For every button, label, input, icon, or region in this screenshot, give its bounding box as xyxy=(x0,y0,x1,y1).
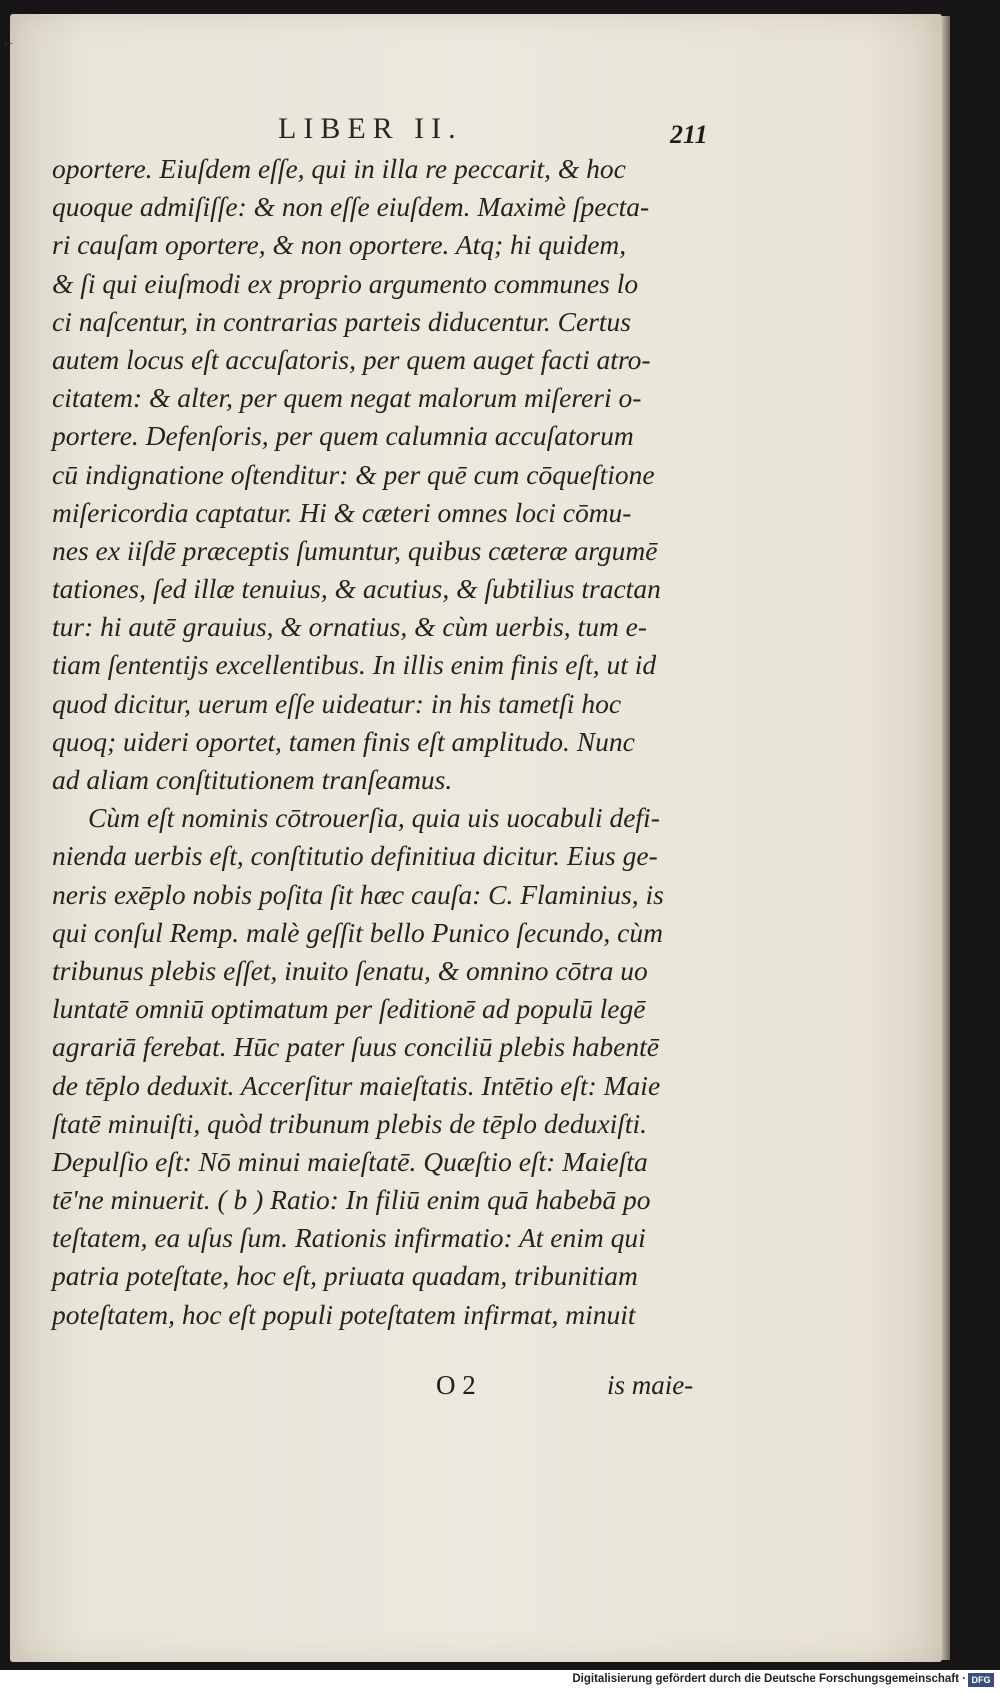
text-line: nienda uerbis eſt, conſtitutio definitiua dicitur. Eius ge- xyxy=(52,840,658,872)
folio-number: 211 xyxy=(670,120,708,149)
signature-mark: O 2 xyxy=(436,1370,476,1400)
text-line: quoque admiſiſſe: & non eſſe eiuſdem. Maximè ſpecta- xyxy=(52,191,650,223)
text-line: ſtatē minuiſti, quòd tribunum plebis de tēplo deduxiſti. xyxy=(52,1107,648,1139)
text-line: tur: hi autē grauius, & ornatius, & cùm uerbis, tum e- xyxy=(52,611,648,643)
text-line: cū indignatione oſtenditur: & per quē cum cōqueſtione xyxy=(52,458,655,490)
text-line: ci naſcentur, in contrarias parteis diducentur. Certus xyxy=(52,305,632,337)
text-line: quod dicitur, uerum eſſe uideatur: in his tametſi hoc xyxy=(52,687,622,719)
footer-credit: Digitalisierung gefördert durch die Deutsche Forschungsgemeinschaft · xyxy=(572,1673,966,1685)
text-line: neris exēplo nobis poſita ſit hæc cauſa: C. Flaminius, is xyxy=(52,878,664,910)
text-line: poteſtatem, hoc eſt populi poteſtatem infirmat, minuit xyxy=(52,1298,636,1330)
text-line: & ſi qui eiuſmodi ex proprio argumento communes lo xyxy=(52,267,639,299)
dfg-logo-icon: DFG xyxy=(968,1673,994,1687)
text-line: autem locus eſt accuſatoris, per quem auget facti atro- xyxy=(52,343,651,375)
text-line: tē'ne minuerit. ( b ) Ratio: In filiū enim quā habebā po xyxy=(52,1184,651,1216)
catchword: is maie- xyxy=(607,1370,694,1400)
text-line: nes ex iiſdē præceptis ſumuntur, quibus cæteræ argumē xyxy=(52,534,658,566)
text-line: miſericordia captatur. Hi & cæteri omnes loci cōmu- xyxy=(52,496,632,528)
text-line: ri cauſam oportere, & non oportere. Atq; hi quidem, xyxy=(52,229,627,261)
text-line: patria poteſtate, hoc eſt, priuata quadam, tribunitiam xyxy=(52,1260,638,1292)
gutter-mark: ⌐ xyxy=(4,36,14,53)
footer-bar xyxy=(0,1670,1000,1693)
body-text xyxy=(52,150,732,1334)
text-line: ad aliam conſtitutionem tranſeamus. xyxy=(52,764,453,795)
text-line: teſtatem, ea uſus ſum. Rationis infirmatio: At enim qui xyxy=(52,1222,646,1254)
text-line: de tēplo deduxit. Accerſitur maieſtatis. Intētio eſt: Maie xyxy=(52,1069,661,1101)
text-line: tationes, ſed illæ tenuius, & acutius, & ſubtilius tractan xyxy=(52,573,661,605)
text-line: tribunus plebis eſſet, inuito ſenatu, & omnino cōtra uo xyxy=(52,954,648,986)
text-line: portere. Defenſoris, per quem calumnia accuſatorum xyxy=(52,420,634,452)
text-line: quoq; uideri oportet, tamen finis eſt amplitudo. Nunc xyxy=(52,725,635,757)
running-title: LIBER II. xyxy=(278,112,463,145)
text-line: agrariā ferebat. Hūc pater ſuus conciliū plebis habentē xyxy=(52,1031,659,1063)
text-line: qui conſul Remp. malè geſſit bello Punico ſecundo, cùm xyxy=(52,916,663,948)
catchline xyxy=(52,1370,732,1410)
text-line: citatem: & alter, per quem negat malorum miſereri o- xyxy=(52,382,642,414)
text-line: Cùm eſt nominis cōtrouerſia, quia uis uocabuli defi- xyxy=(88,802,660,834)
page-edge xyxy=(942,16,950,1660)
text-line: Depulſio eſt: Nō minui maieſtatē. Quæſtio eſt: Maieſta xyxy=(52,1145,648,1177)
text-line: luntatē omniū optimatum per ſeditionē ad populū legē xyxy=(52,993,646,1025)
text-line: tiam ſententijs excellentibus. In illis enim finis eſt, ut id xyxy=(52,649,657,681)
text-line: oportere. Eiuſdem eſſe, qui in illa re peccarit, & hoc xyxy=(52,153,626,184)
